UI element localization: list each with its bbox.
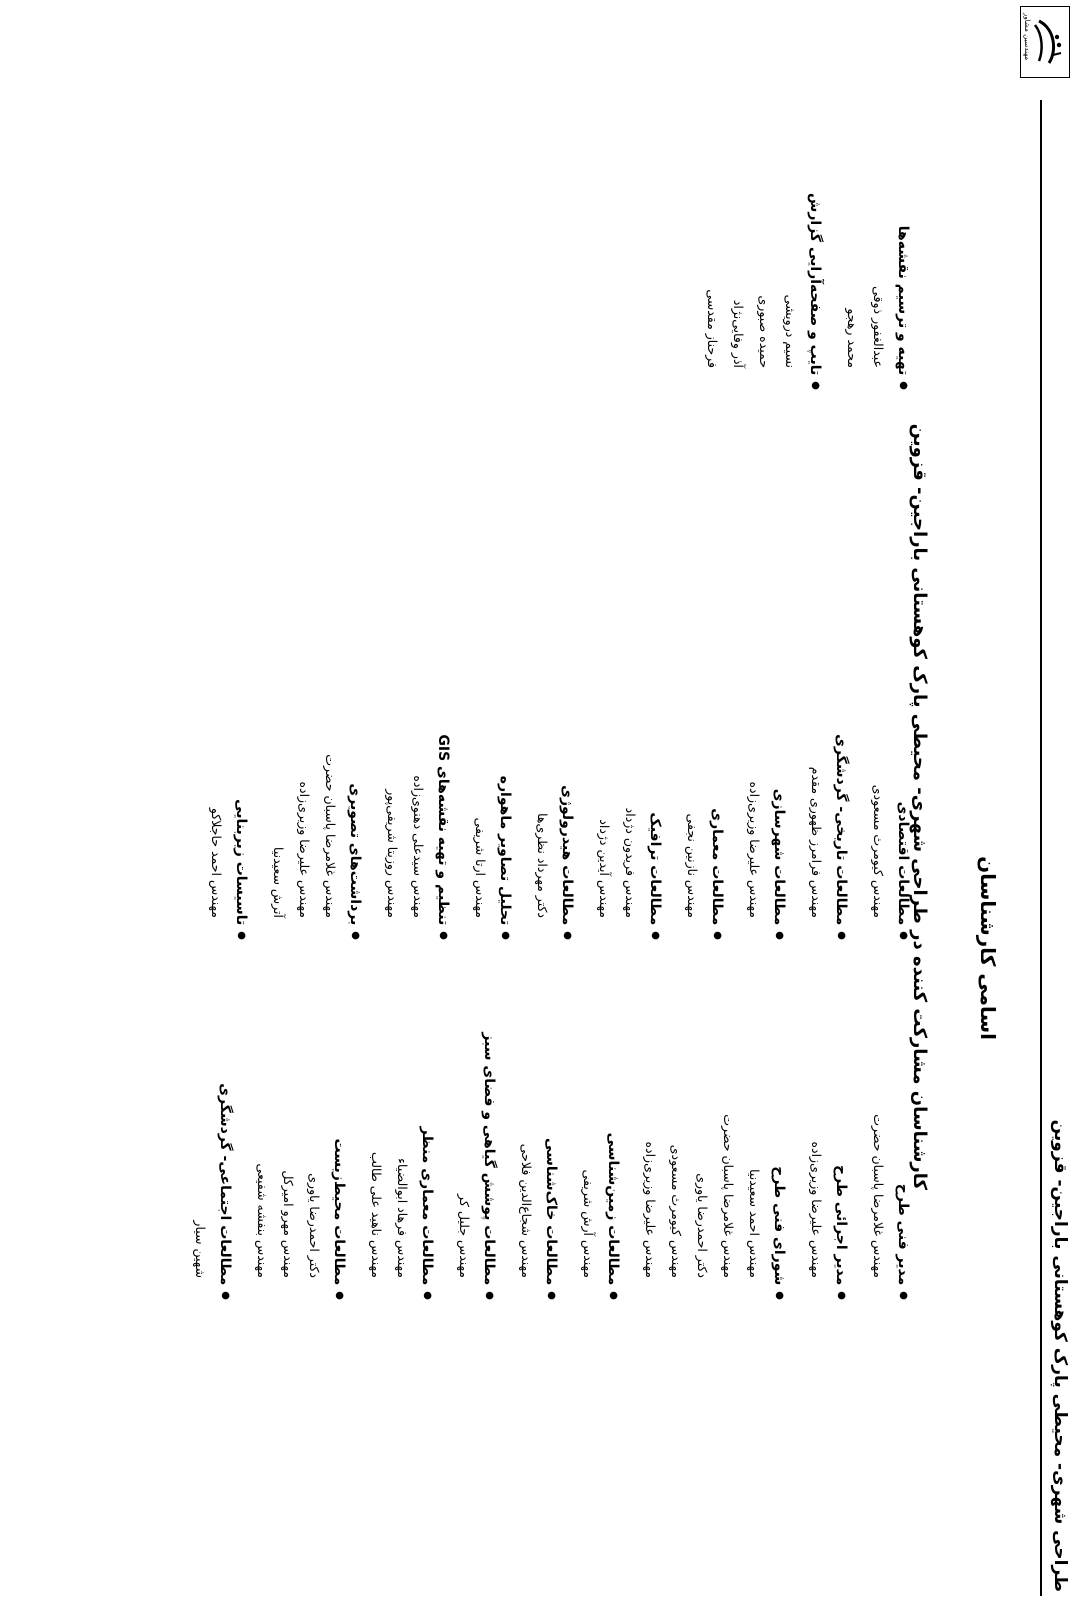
member-name: مهندس فرهاد ابوالضیاء xyxy=(395,1158,410,1278)
group-title: مطالعات شهرسازی xyxy=(771,788,787,926)
member-name: مهندس آیدین دژداد xyxy=(597,819,612,918)
member-name: شهین سیار xyxy=(193,1220,208,1278)
member-name: مهندس فریدون دژداد xyxy=(623,807,638,918)
member-name: آترش سعیدنیا xyxy=(271,847,286,918)
group-title: برداشت‌های تصویری xyxy=(347,783,363,926)
bullet-icon: ● xyxy=(898,931,909,940)
member-name: عبدالغفور ذوقی xyxy=(871,286,886,368)
group xyxy=(839,180,915,390)
bullet-icon: ● xyxy=(236,931,247,940)
bullet-icon: ● xyxy=(350,931,361,940)
member-name: مهندس غلامرضا پاسبان حضرت xyxy=(871,1114,886,1278)
bullet-icon: ● xyxy=(836,931,847,940)
column-3 xyxy=(687,180,915,390)
member-name: محمد رهجو xyxy=(845,308,860,368)
bullet-icon: ● xyxy=(608,1291,619,1300)
member-name: مهندس علیرضا وزیری‌زاده xyxy=(747,781,762,918)
group xyxy=(803,1080,853,1300)
group xyxy=(741,710,791,940)
group-title: مطالعات ترافیک xyxy=(647,812,663,926)
member-name: نسیم درویشی xyxy=(783,294,798,368)
group xyxy=(529,710,579,940)
group xyxy=(865,1080,915,1300)
logo-caption: مهندسین مشاور xyxy=(1023,13,1031,61)
group-title: مدیر اجرائی طرح xyxy=(833,1164,849,1286)
group xyxy=(363,1080,439,1300)
group xyxy=(865,710,915,940)
group xyxy=(203,710,253,940)
member-name: آذر وفایی‌نژاد xyxy=(731,299,746,368)
member-name: مهندس روزبتا شریفی‌پور xyxy=(385,789,400,918)
column-1 xyxy=(175,1032,915,1300)
bullet-icon: ● xyxy=(422,1291,433,1300)
group xyxy=(451,1032,501,1300)
group-title: مطالعات تاریخی- گردشگری xyxy=(833,734,849,926)
group xyxy=(265,710,367,940)
member-name: مهندس ارتا شریفی xyxy=(473,817,488,918)
bullet-icon: ● xyxy=(438,931,449,940)
group-title: تنظیم و تهیه نقشه‌های GIS xyxy=(435,734,451,926)
member-name: مهندس ناهید علی طالب xyxy=(369,1151,384,1278)
group xyxy=(249,1080,351,1300)
group-title: تاسیسات زیربنایی xyxy=(233,799,249,926)
section-heading: اسامی کارشناسان xyxy=(976,856,1000,1040)
member-name: مهندس فرامرز ظهوری مقدم xyxy=(809,766,824,918)
member-name: مهندس غلامرضا پاسبان حضرت xyxy=(721,1114,736,1278)
member-name: مهندس بنفشه شفیعی xyxy=(255,1163,270,1278)
group xyxy=(513,1080,563,1300)
member-name: دکتر احمدرضا یاوری xyxy=(695,1173,710,1278)
member-name: مهندس آرش شریفی xyxy=(581,1169,596,1278)
company-logo xyxy=(1020,6,1070,78)
group-title: مطالعات خاک‌شناسی xyxy=(543,1137,559,1286)
group xyxy=(379,710,455,940)
bullet-icon: ● xyxy=(712,931,723,940)
member-name: دکتر احمدرضا یاوری xyxy=(307,1173,322,1278)
bullet-icon: ● xyxy=(774,1291,785,1300)
group xyxy=(575,1080,625,1300)
member-name: مهندس مهرو امیرکل xyxy=(281,1170,296,1278)
group-title: تحلیل تصاویر ماهواره xyxy=(497,775,513,926)
group xyxy=(679,710,729,940)
group-title: تایپ و صفحه‌آرایی گزارش xyxy=(807,193,823,376)
header-divider xyxy=(1040,100,1042,1596)
bullet-icon: ● xyxy=(546,1291,557,1300)
member-name: مهندس علیرضا وزیری‌زاده xyxy=(809,1141,824,1278)
group-title: شورای فنی طرح xyxy=(771,1166,787,1286)
member-name: مهندس علیرضا وزیری‌زاده xyxy=(643,1141,658,1278)
bullet-icon: ● xyxy=(898,381,909,390)
group-title: مدیر فنی طرح xyxy=(895,1183,911,1286)
column-2 xyxy=(191,710,915,940)
member-name: حمیده صبوری xyxy=(757,295,772,368)
main-title: کارشناسان مشارکت کننده در طراحی شهری- محیطی پارک کوهستانی باراجین- قزوین xyxy=(909,423,930,1190)
bullet-icon: ● xyxy=(774,931,785,940)
group-title: مطالعات معماری منظر xyxy=(419,1126,435,1286)
group xyxy=(187,1080,237,1300)
group-title: مطالعات اقتصادی xyxy=(895,801,911,926)
group-title: مطالعات هیدرولوژی xyxy=(559,785,575,926)
bullet-icon: ● xyxy=(650,931,661,940)
group-title: مطالعات محیط‌زیست xyxy=(331,1138,347,1286)
bullet-icon: ● xyxy=(836,1291,847,1300)
bullet-icon: ● xyxy=(220,1291,231,1300)
member-name: دکتر مهرداد نظری‌ها xyxy=(535,813,550,918)
group xyxy=(699,180,827,390)
group xyxy=(803,710,853,940)
member-name: مهندس غلامرضا پاسبان حضرت xyxy=(323,754,338,918)
group-title: مطالعات پوشش گیاهی و فضای سبز xyxy=(481,1032,497,1286)
group xyxy=(591,710,667,940)
member-name: مهندس کیومرث مسعودی xyxy=(871,784,886,918)
bullet-icon: ● xyxy=(810,381,821,390)
header-title: طراحی شهری- محیطی پارک کوهستانی باراجین- قزوین xyxy=(1050,1119,1070,1592)
bullet-icon: ● xyxy=(484,1291,495,1300)
member-name: مهندس احمد سعیدنیا xyxy=(747,1169,762,1278)
group xyxy=(467,710,517,940)
member-name: مهندس احمد حاجلاکو xyxy=(209,807,224,918)
member-name: مهندس سیدعلی دهنوی‌زاده xyxy=(411,775,426,918)
member-name: مهندس شجاع‌الدین فلاحی xyxy=(519,1143,534,1278)
group-title: مطالعات زمین‌شناسی xyxy=(605,1132,621,1286)
group-title: مطالعات معماری xyxy=(709,808,725,926)
bullet-icon: ● xyxy=(562,931,573,940)
group xyxy=(637,1080,791,1300)
member-name: مهندس جلیل کر xyxy=(457,1194,472,1278)
bullet-icon: ● xyxy=(500,931,511,940)
member-name: مهندس علیرضا وزیری‌زاده xyxy=(297,781,312,918)
bullet-icon: ● xyxy=(898,1291,909,1300)
member-name: مهندس کیومرث مسعودی xyxy=(669,1144,684,1278)
bullet-icon: ● xyxy=(334,1291,345,1300)
member-name: فرحناز مقدسی xyxy=(705,289,720,368)
group-title: تهیه و ترسیم نقشه‌ها xyxy=(895,225,911,376)
group-title: مطالعات اجتماعی- گردشگری xyxy=(217,1083,233,1286)
member-name: مهندس نازنین نجفی xyxy=(685,813,700,918)
